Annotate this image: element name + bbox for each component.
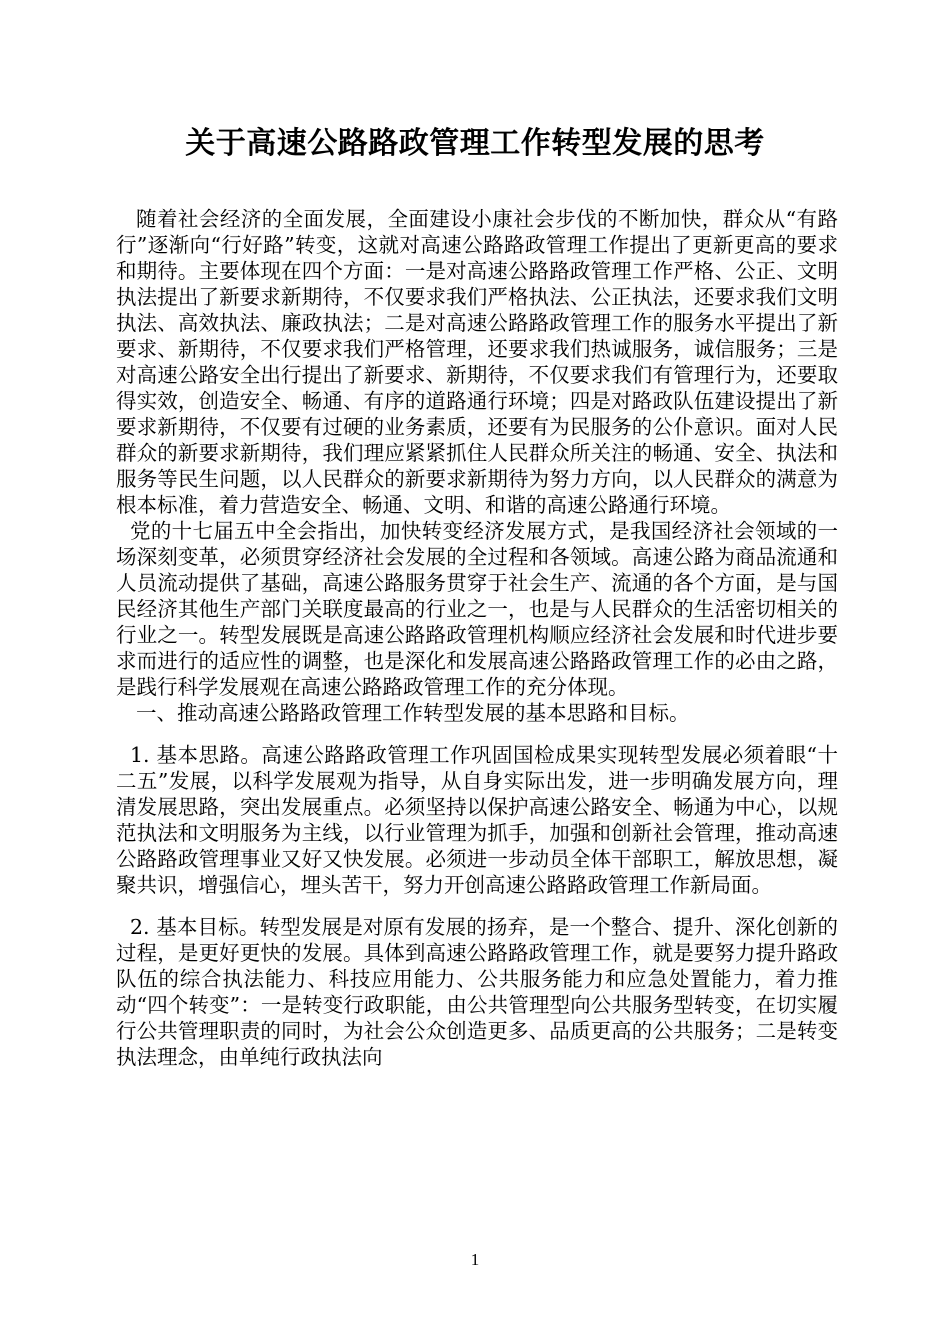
document-body xyxy=(116,206,838,1070)
paragraph-basic-approach: 1. 基本思路。高速公路路政管理工作巩固国检成果实现转型发展必须着眼“十二五”发展，以科学发展观为指导，从自身实际出发，进一步明确发展方向，理清发展思路，突出发展重点。必须坚持以保护高速公路安全、畅通为中心，以规范执法和文明服务为主线，以行业管理为抓手，加强和创新社会管理，推动高速公路路政管理事业又好又快发展。必须进一步动员全体干部职工，解放思想，凝聚共识，增强信心，埋头苦干，努力开创高速公路路政管理工作新局面。 xyxy=(116,743,838,897)
section-heading: 一、推动高速公路路政管理工作转型发展的基本思路和目标。 xyxy=(136,701,690,725)
document-title: 关于高速公路路政管理工作转型发展的思考 xyxy=(185,126,765,161)
paragraph-intro: 随着社会经济的全面发展，全面建设小康社会步伐的不断加快，群众从“有路行”逐渐向“行好路”转变，这就对高速公路路政管理工作提出了更新更高的要求和期待。主要体现在四个方面：一是对高速公路路政管理工作严格、公正、文明执法提出了新要求新期待，不仅要求我们严格执法、公正执法，还要求我们文明执法、高效执法、廉政执法；二是对高速公路路政管理工作的服务水平提出了新要求、新期待，不仅要求我们严格管理，还要求我们热诚服务，诚信服务；三是对高速公路安全出行提出了新要求、新期待，不仅要求我们有管理行为，还要取得实效，创造安全、畅通、有序的道路通行环境；四是对路政队伍建设提出了新要求新期待，不仅要有过硬的业务素质，还要有为民服务的公仆意识。面对人民群众的新要求新期待，我们理应紧紧抓住人民群众所关注的畅通、安全、执法和服务等民生问题，以人民群众的新要求新期待为努力方向，以人民群众的满意为根本标准，着力营造安全、畅通、文明、和谐的高速公路通行环境。 xyxy=(116,207,838,517)
paragraph-basic-goal: 2. 基本目标。转型发展是对原有发展的扬弃，是一个整合、提升、深化创新的过程，是更好更快的发展。具体到高速公路路政管理工作，就是要努力提升路政队伍的综合执法能力、科技应用能力、公共服务能力和应急处置能力，着力推动“四个转变”：一是转变行政职能，由公共管理型向公共服务型转变，在切实履行公共管理职责的同时，为社会公众创造更多、品质更高的公共服务；二是转变执法理念，由单纯行政执法向 xyxy=(116,915,838,1069)
paragraph-context: 党的十七届五中全会指出，加快转变经济发展方式，是我国经济社会领域的一场深刻变革，必须贯穿经济社会发展的全过程和各领域。高速公路为商品流通和人员流动提供了基础，高速公路服务贯穿于社会生产、流通的各个方面，是与国民经济其他生产部门关联度最高的行业之一，也是与人民群众的生活密切相关的行业之一。转型发展既是高速公路路政管理机构顺应经济社会发展和时代进步要求而进行的适应性的调整，也是深化和发展高速公路路政管理工作的必由之路，是践行科学发展观在高速公路路政管理工作的充分体现。 xyxy=(116,519,838,699)
page-number: 1 xyxy=(470,1250,480,1269)
